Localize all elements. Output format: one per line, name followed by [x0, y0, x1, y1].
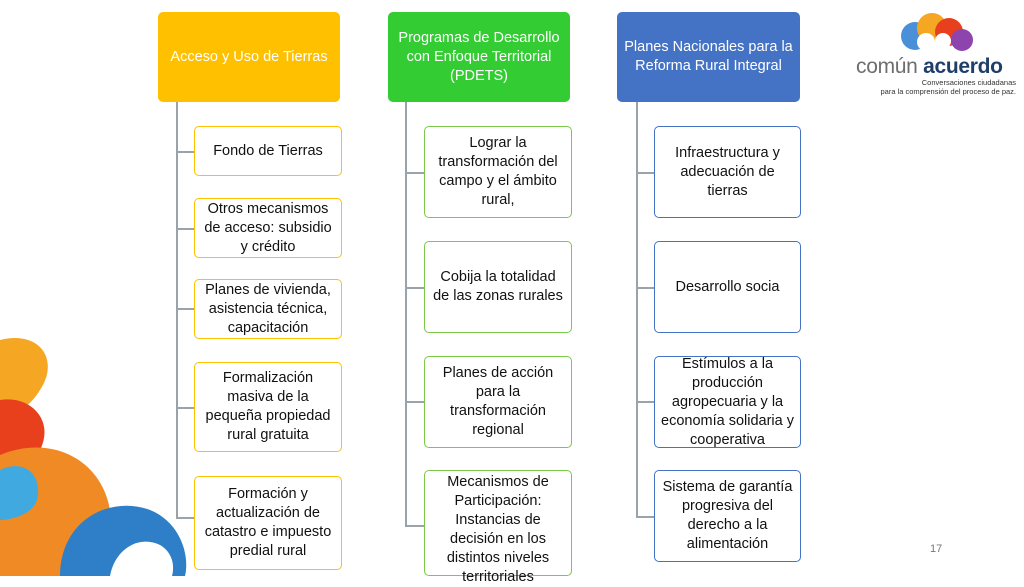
- item-planes-accion: Planes de acción para la transformación regional: [424, 356, 572, 448]
- header-acceso-uso-tierras: Acceso y Uso de Tierras: [158, 12, 340, 102]
- connector: [636, 287, 654, 289]
- connector-vertical: [405, 102, 407, 526]
- item-fondo-tierras: Fondo de Tierras: [194, 126, 342, 176]
- connector: [176, 407, 194, 409]
- item-lograr-transformacion: Lograr la transformación del campo y el ámbito rural,: [424, 126, 572, 218]
- item-infraestructura: Infraestructura y adecuación de tierras: [654, 126, 801, 218]
- logo-name-acuerdo: acuerdo: [923, 55, 1003, 78]
- item-sistema-garantia: Sistema de garantía progresiva del derecho a la alimentación: [654, 470, 801, 562]
- connector: [636, 401, 654, 403]
- item-formalizacion: Formalización masiva de la pequeña propiedad rural gratuita: [194, 362, 342, 452]
- connector: [405, 525, 424, 527]
- connector: [176, 228, 194, 230]
- connector: [636, 516, 654, 518]
- logo-wordmark: [856, 55, 1003, 79]
- item-planes-vivienda: Planes de vivienda, asistencia técnica, capacitación: [194, 279, 342, 339]
- logo-tagline-1: Conversaciones ciudadanas: [921, 78, 1016, 87]
- connector: [176, 151, 194, 153]
- connector-vertical: [636, 102, 638, 517]
- connector: [176, 308, 194, 310]
- logo-tagline: [856, 78, 1016, 96]
- connector: [405, 287, 424, 289]
- item-cobija-totalidad: Cobija la totalidad de las zonas rurales: [424, 241, 572, 333]
- connector: [405, 401, 424, 403]
- item-desarrollo-social: Desarrollo socia: [654, 241, 801, 333]
- header-planes-nacionales: Planes Nacionales para la Reforma Rural Integral: [617, 12, 800, 102]
- connector: [176, 517, 194, 519]
- page-number: 17: [930, 543, 943, 555]
- item-catastro: Formación y actualización de catastro e impuesto predial rural: [194, 476, 342, 570]
- logo-tagline-2: para la comprensión del proceso de paz.: [880, 87, 1016, 96]
- connector: [636, 172, 654, 174]
- item-mecanismos-participacion: Mecanismos de Participación: Instancias de decisión en los distintos niveles territoriales: [424, 470, 572, 576]
- connector-vertical: [176, 102, 178, 518]
- item-otros-mecanismos: Otros mecanismos de acceso: subsidio y crédito: [194, 198, 342, 258]
- logo-name-comun: común: [856, 55, 918, 78]
- connector: [405, 172, 424, 174]
- item-estimulos: Estímulos a la producción agropecuaria y la economía solidaria y cooperativa: [654, 356, 801, 448]
- header-pdets: Programas de Desarrollo con Enfoque Territorial (PDETS): [388, 12, 570, 102]
